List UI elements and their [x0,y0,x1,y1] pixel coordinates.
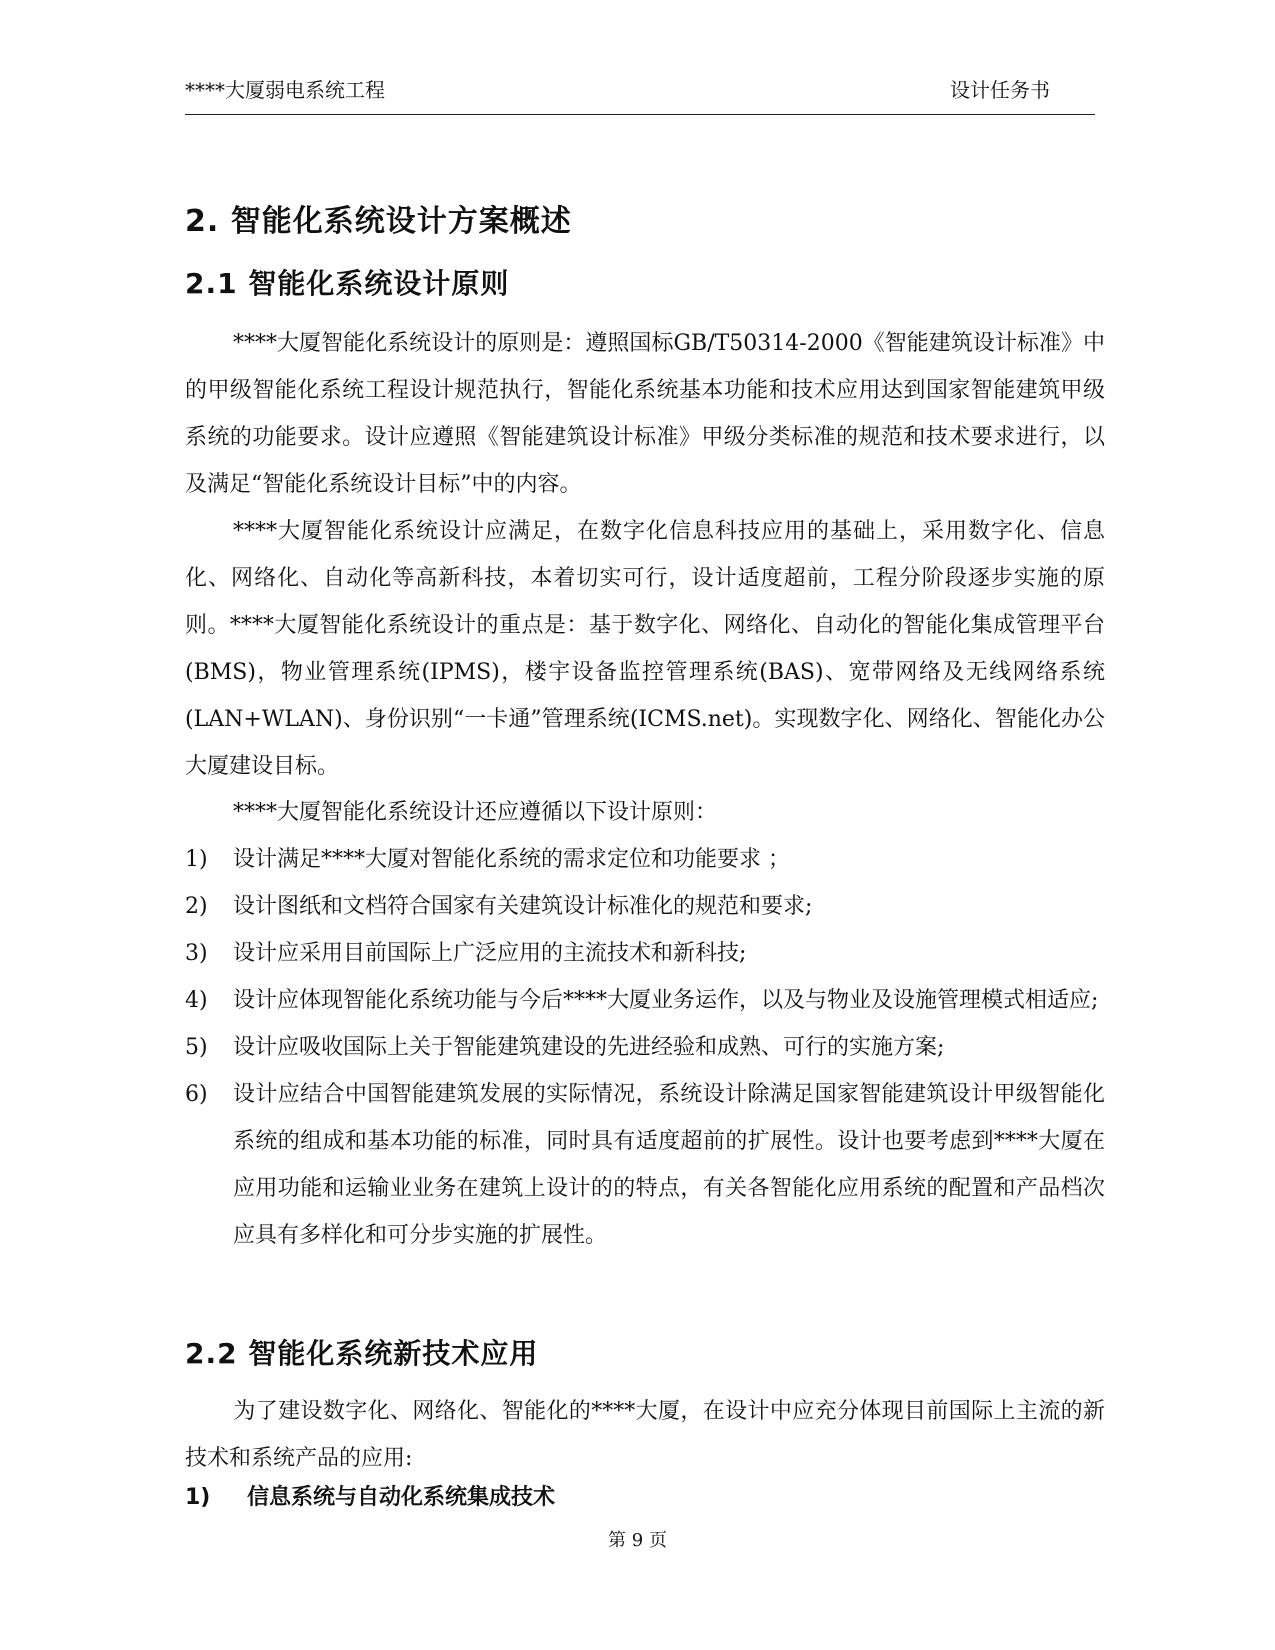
page-number: 第 9 页 [608,1530,667,1551]
list-item [185,1024,1105,1071]
subsection-2-2-title: 2.2 智能化系统新技术应用 [185,1337,539,1370]
new-tech-item-heading [185,1480,555,1511]
page-header [185,74,1095,115]
paragraph-text: ****大厦智能化系统设计的原则是：遵照国标GB/T50314-2000《智能建筑设计标准》中的甲级智能化系统工程设计规范执行，智能化系统基本功能和技术应用达到国家智能建筑甲级系统的功能要求。设计应遵照《智能建筑设计标准》甲级分类标准的规范和技术要求进行，以及满足“智能化系统设计目标”中的内容。 [185,331,1105,497]
section-title: 2. 智能化系统设计方案概述 [185,204,572,239]
paragraph-principles-intro [185,320,1105,508]
paragraph-text: ****大厦智能化系统设计应满足，在数字化信息科技应用的基础上，采用数字化、信息化、网络化、自动化等高新科技，本着切实可行，设计适度超前，工程分阶段逐步实施的原则。****大厦智能化系统设计的重点是：基于数字化、网络化、自动化的智能化集成管理平台(BMS)，物业管理系统(IPMS)，楼宇设备监控管理系统(BAS)、宽带网络及无线网络系统(LAN+WLAN)、身份识别“一卡通”管理系统(ICMS.net)。实现数字化、网络化、智能化办公大厦建设目标。 [185,519,1105,779]
list-item-number: 2) [185,894,208,919]
list-item-text: 设计应体现智能化系统功能与今后****大厦业务运作，以及与物业及设施管理模式相适应; [233,988,1099,1013]
list-item-text: 设计应结合中国智能建筑发展的实际情况，系统设计除满足国家智能建筑设计甲级智能化系统的组成和基本功能的标准，同时具有适度超前的扩展性。设计也要考虑到****大厦在应用功能和运输业业务在建筑上设计的的特点，有关各智能化应用系统的配置和产品档次应具有多样化和可分步实施的扩展性。 [233,1082,1105,1248]
principles-list [185,836,1105,1259]
list-item [185,977,1105,1024]
list-item-text: 设计应采用目前国际上广泛应用的主流技术和新科技; [233,941,747,966]
list-item [185,930,1105,977]
paragraph-text: 为了建设数字化、网络化、智能化的****大厦，在设计中应充分体现目前国际上主流的新技术和系统产品的应用: [185,1399,1105,1471]
list-item-number: 4) [185,988,208,1013]
list-item-text: 设计图纸和文档符合国家有关建筑设计标准化的规范和要求; [233,894,813,919]
paragraph-text: ****大厦智能化系统设计还应遵循以下设计原则： [233,800,718,825]
item-number: 1) [185,1485,211,1510]
header-project-title: ****大厦弱电系统工程 [185,78,385,102]
header-doc-type: 设计任务书 [950,78,1050,102]
list-item-number: 3) [185,941,208,966]
list-item-number: 6) [185,1082,208,1107]
list-item-text: 设计应吸收国际上关于智能建筑建设的先进经验和成熟、可行的实施方案; [233,1035,945,1060]
paragraph-new-tech-intro [185,1388,1105,1482]
subsection-2-1-title: 2.1 智能化系统设计原则 [185,267,510,300]
paragraph-design-focus [185,508,1105,790]
list-item-number: 5) [185,1035,208,1060]
paragraph-principles-lead [185,789,1105,836]
list-item-text: 设计满足****大厦对智能化系统的需求定位和功能要求 ； [233,847,790,872]
list-item [185,883,1105,930]
list-item-number: 1) [185,847,208,872]
list-item [185,836,1105,883]
list-item [185,1071,1105,1259]
item-title: 信息系统与自动化系统集成技术 [247,1485,556,1510]
